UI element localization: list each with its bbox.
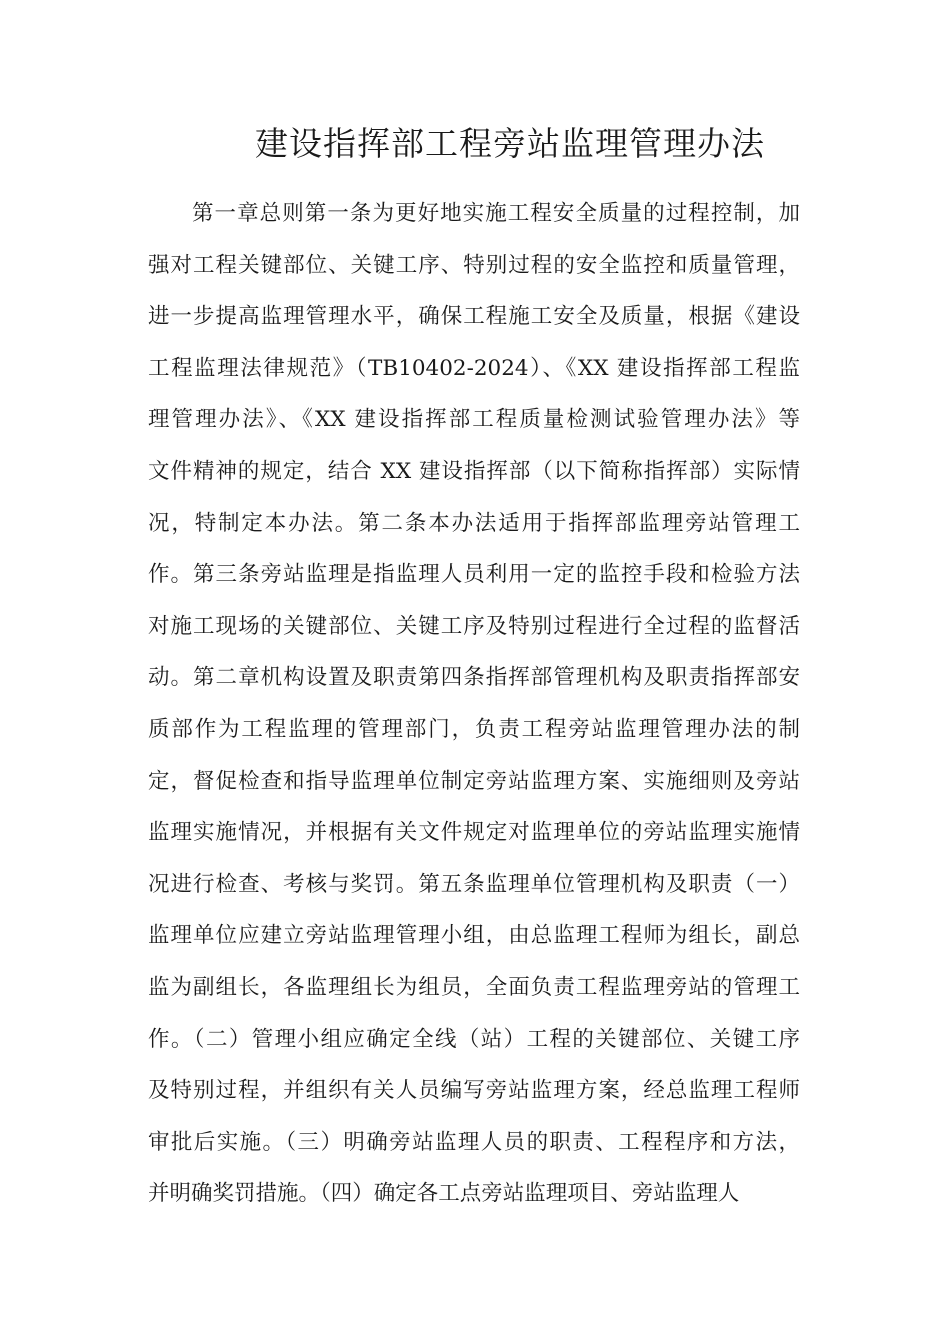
body-line: 并明确奖罚措施。（四）确定各工点旁站监理项目、旁站监理人 (148, 1181, 740, 1207)
body-line: 况进行检查、考核与奖罚。第五条监理单位管理机构及职责（一） (148, 871, 800, 897)
body-line: 理管理办法》、《XX 建设指挥部工程质量检测试验管理办法》等 (148, 407, 800, 433)
body-line: 进一步提高监理管理水平，确保工程施工安全及质量，根据《建设 (148, 304, 800, 330)
body-line: 质部作为工程监理的管理部门，负责工程旁站监理管理办法的制 (148, 716, 800, 742)
body-line: 作。第三条旁站监理是指监理人员利用一定的监控手段和检验方法 (148, 562, 800, 588)
body-line: 监理实施情况，并根据有关文件规定对监理单位的旁站监理实施情 (148, 820, 800, 846)
body-line: 对施工现场的关键部位、关键工序及特别过程进行全过程的监督活 (148, 613, 800, 639)
body-line: 第一章总则第一条为更好地实施工程安全质量的过程控制，加 (192, 201, 800, 226)
body-line: 审批后实施。（三）明确旁站监理人员的职责、工程程序和方法， (148, 1129, 800, 1155)
body-line: 工程监理法律规范》（TB10402-2024）、《XX 建设指挥部工程监 (148, 355, 800, 381)
document-body (148, 188, 800, 1220)
body-line: 监为副组长，各监理组长为组员，全面负责工程监理旁站的管理工 (148, 974, 800, 1000)
document-title: 建设指挥部工程旁站监理管理办法 (255, 124, 765, 163)
body-line: 及特别过程，并组织有关人员编写旁站监理方案，经总监理工程师 (148, 1078, 800, 1104)
body-line: 文件精神的规定，结合 XX 建设指挥部（以下简称指挥部）实际情 (148, 458, 800, 484)
body-line: 监理单位应建立旁站监理管理小组，由总监理工程师为组长，副总 (148, 923, 800, 949)
body-line: 况，特制定本办法。第二条本办法适用于指挥部监理旁站管理工 (148, 510, 800, 536)
body-line: 强对工程关键部位、关键工序、特别过程的安全监控和质量管理， (148, 252, 800, 278)
body-line: 定，督促检查和指导监理单位制定旁站监理方案、实施细则及旁站 (148, 768, 800, 794)
body-line: 动。第二章机构设置及职责第四条指挥部管理机构及职责指挥部安 (148, 665, 800, 691)
body-line: 作。（二）管理小组应确定全线（站）工程的关键部位、关键工序 (148, 1026, 800, 1052)
